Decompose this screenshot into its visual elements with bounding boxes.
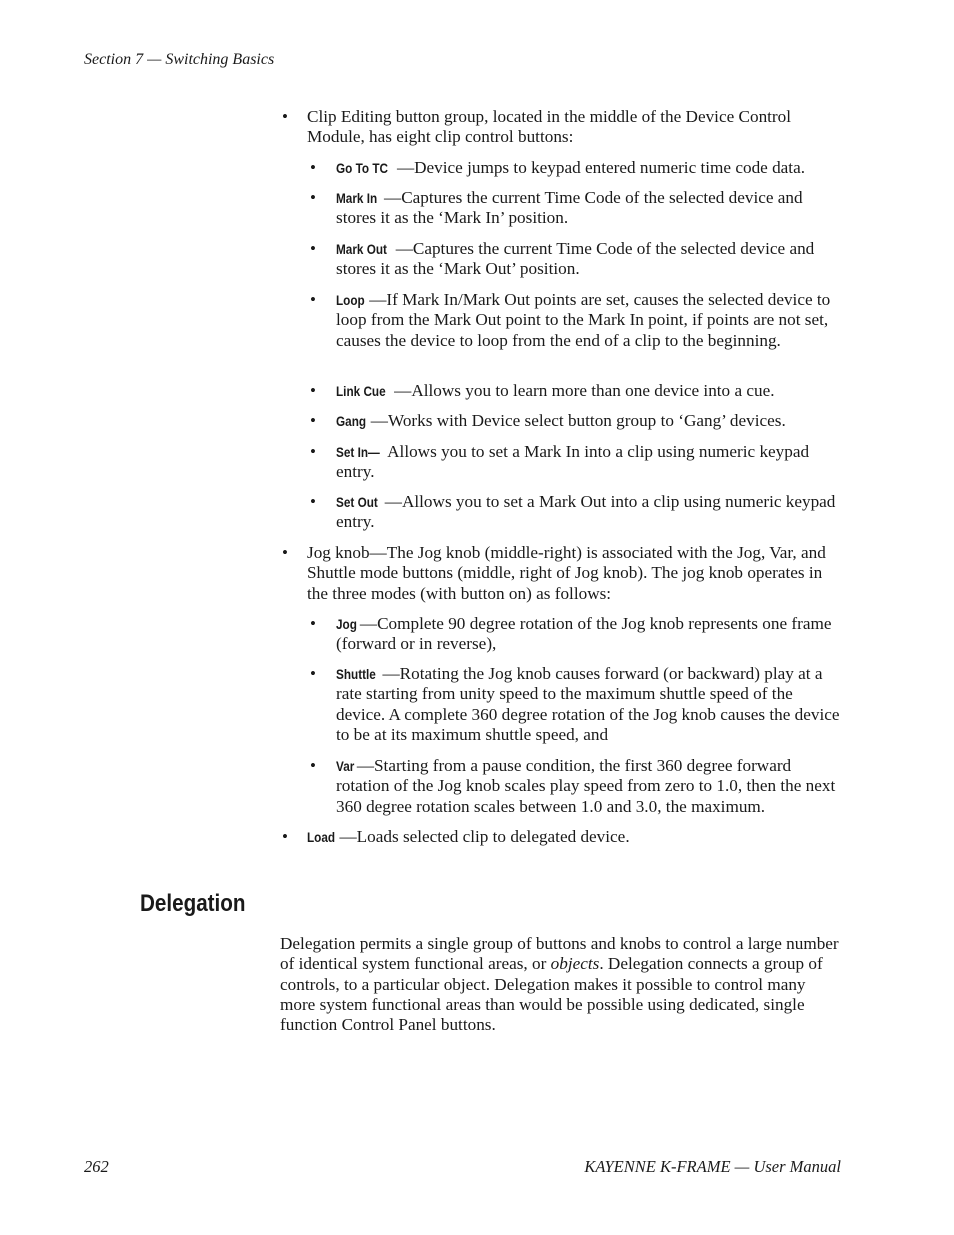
list-item-jog xyxy=(336,614,846,655)
page-number: 262 xyxy=(84,1157,109,1176)
bullet-dot: • xyxy=(310,158,316,177)
jog-knob-bullet: Jog knob—The Jog knob (middle-right) is associated with the Jog, Var, and Shuttle mode buttons (middle, right of Jog knob). The jog knob operates in the three modes (with button on) as follows: xyxy=(307,543,826,603)
list-item-var xyxy=(336,756,846,817)
bullet-dot: • xyxy=(310,290,316,309)
list-item-set-out xyxy=(336,492,846,533)
button-name: Link Cue xyxy=(336,383,386,399)
bullet-dot: • xyxy=(310,614,316,633)
bullet-dot: • xyxy=(282,543,288,562)
item-description: —Allows you to set a Mark Out into a clip using numeric keypad entry. xyxy=(336,492,836,532)
item-description: —Captures the current Time Code of the selected device and stores it as the ‘Mark In’ position. xyxy=(336,188,803,228)
bullet-dot: • xyxy=(310,756,316,775)
list-item-loop xyxy=(336,290,846,351)
button-name: Var xyxy=(336,758,355,774)
section-header: Section 7 — Switching Basics xyxy=(84,51,275,68)
item-description: —Captures the current Time Code of the selected device and stores it as the ‘Mark Out’ position. xyxy=(336,239,815,279)
clip-editing-bullet: Clip Editing button group, located in the middle of the Device Control Module, has eight clip control buttons: xyxy=(307,107,792,147)
bullet-dot: • xyxy=(310,239,316,258)
bullet-dot: • xyxy=(310,411,316,430)
item-description: Allows you to set a Mark In into a clip using numeric keypad entry. xyxy=(336,442,810,482)
item-description: —Complete 90 degree rotation of the Jog knob represents one frame (forward or in reverse), xyxy=(336,614,832,654)
footer-title: KAYENNE K-FRAME — User Manual xyxy=(584,1157,841,1176)
section-heading: Delegation xyxy=(140,890,246,917)
bullet-dot: • xyxy=(282,107,288,126)
item-description: —Device jumps to keypad entered numeric time code data. xyxy=(396,158,806,177)
list-item-mark-out xyxy=(336,239,846,280)
button-name: Load xyxy=(307,829,336,845)
bullet-dot: • xyxy=(310,381,316,400)
paragraph-text: Delegation permits a single group of buttons and knobs to control a large number of identical system functional areas, or xyxy=(280,934,839,974)
list-item-set-in xyxy=(336,442,846,483)
load-bullet xyxy=(307,827,847,847)
button-name: Set Out xyxy=(336,494,378,510)
emphasis-text: objects xyxy=(550,954,600,974)
button-name: Loop xyxy=(336,292,365,308)
item-description: —If Mark In/Mark Out points are set, causes the selected device to loop from the Mark Out point to the Mark In point, if points are not set, causes the device to loop from the end of a clip to the beginning. xyxy=(336,290,831,350)
item-description: —Rotating the Jog knob causes forward (or backward) play at a rate starting from unity speed to the maximum shuttle speed of the device. A complete 360 degree rotation of the Jog knob causes the device to be at its maximum shuttle speed, and xyxy=(336,664,840,744)
item-description: —Starting from a pause condition, the first 360 degree forward rotation of the Jog knob scales play speed from zero to 1.0, then the next 360 degree rotation scales between 1.0 and 3.0, the maximum. xyxy=(336,756,836,816)
button-name: Mark In xyxy=(336,190,378,206)
button-name: Set In— xyxy=(336,444,380,460)
delegation-paragraph xyxy=(280,934,845,1035)
bullet-dot: • xyxy=(282,827,288,846)
list-item-shuttle xyxy=(336,664,846,745)
button-name: Mark Out xyxy=(336,241,387,257)
item-description: —Works with Device select button group to ‘Gang’ devices. xyxy=(370,411,786,430)
button-name: Go To TC xyxy=(336,160,389,176)
bullet-dot: • xyxy=(310,664,316,683)
item-description: —Loads selected clip to delegated device. xyxy=(339,827,630,846)
bullet-dot: • xyxy=(310,492,316,511)
list-item-go-to-tc xyxy=(336,158,846,178)
button-name: Jog xyxy=(336,616,357,632)
paragraph-text: . Delegation connects a group of controls, to a particular object. Delegation makes it possible to control many more system functional areas than would be possible using dedicated, single function Control Panel buttons. xyxy=(280,954,823,1035)
list-item-link-cue xyxy=(336,381,846,401)
bullet-dot: • xyxy=(310,442,316,461)
button-name: Gang xyxy=(336,413,367,429)
list-item-gang xyxy=(336,411,846,431)
button-name: Shuttle xyxy=(336,666,376,682)
bullet-dot: • xyxy=(310,188,316,207)
item-description: —Allows you to learn more than one device into a cue. xyxy=(394,381,775,400)
list-item-mark-in xyxy=(336,188,846,229)
